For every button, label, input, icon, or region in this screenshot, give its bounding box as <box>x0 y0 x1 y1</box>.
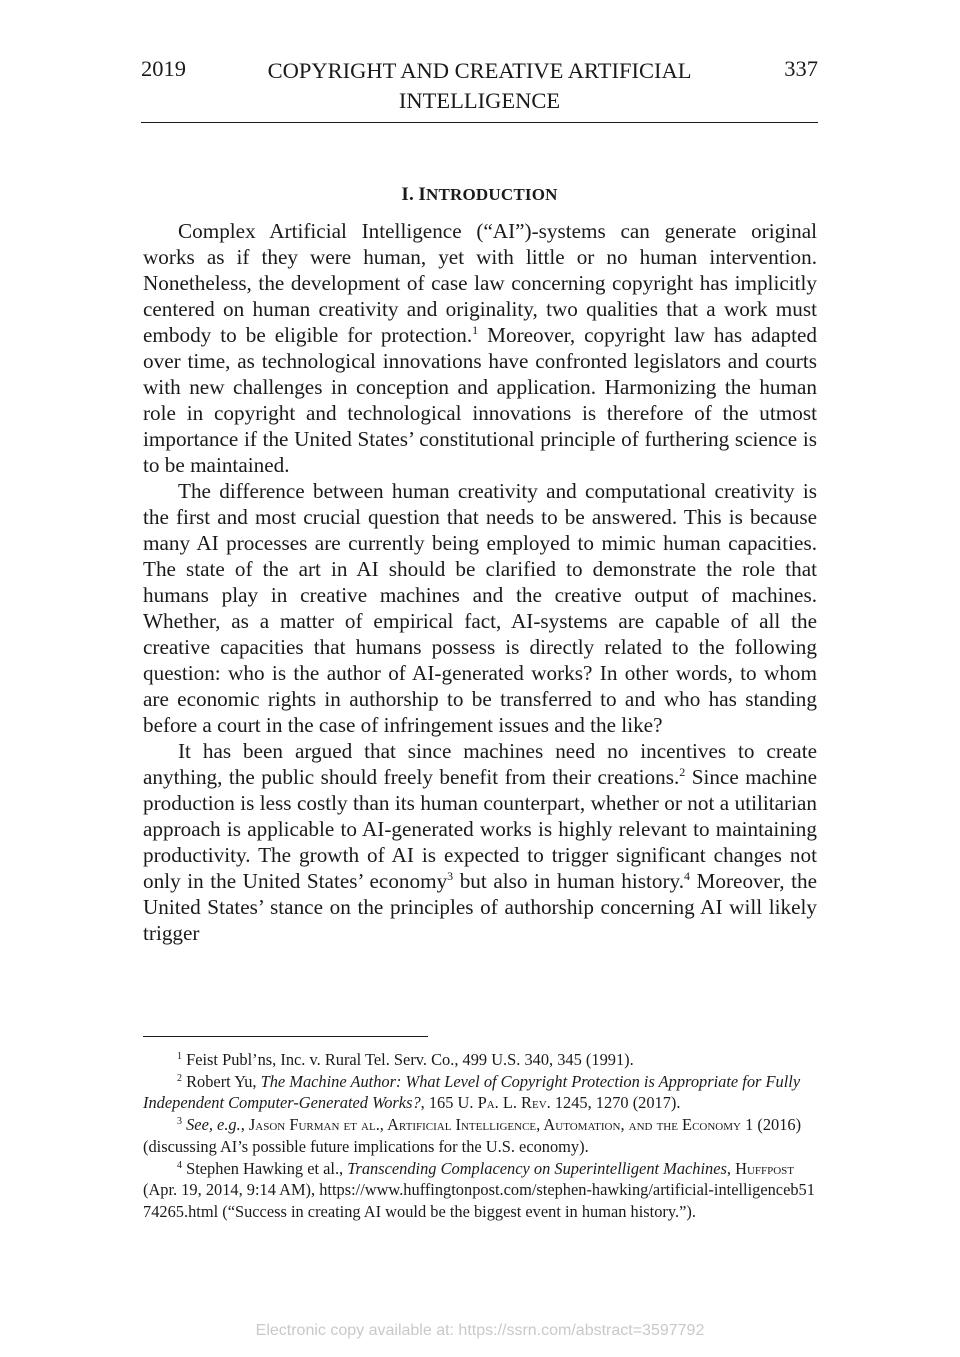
paragraph-text: Moreover, the United States’ stance on the principles of authorship concerning AI will likely trigger <box>143 869 817 945</box>
footnote-text: Robert Yu, <box>186 1071 261 1091</box>
footnote-mark: 3 <box>177 1116 182 1128</box>
ssrn-watermark: Electronic copy available at: https://ssrn.com/abstract=3597792 <box>255 1322 705 1339</box>
paragraph-2 <box>143 478 817 738</box>
footnote-text: (Apr. 19, 2014, 9:14 AM), <box>143 1180 316 1200</box>
footnote-text: Feist Publ’ns, Inc. v. Rural Tel. Serv. Co., 499 U.S. 340, 345 (1991). <box>186 1050 634 1069</box>
body-text <box>143 218 817 946</box>
running-head <box>141 56 818 116</box>
header-rule <box>141 122 818 123</box>
footnote-journal: Pa. L. Rev. <box>477 1093 551 1113</box>
paragraph-text: but also in human history. <box>453 869 685 893</box>
footnote-text: , <box>240 1115 249 1135</box>
footnote-ref-2[interactable]: 2 <box>679 765 686 779</box>
section-heading <box>141 184 818 206</box>
footnote-ref-1[interactable]: 1 <box>472 323 479 337</box>
footnote-2 <box>143 1071 817 1114</box>
footnote-text: 1245, 1270 (2017). <box>550 1093 681 1113</box>
footnote-publication: Huffpost <box>735 1158 795 1178</box>
paragraph-text: Moreover, copyright law has adapted over time, as technological innovations have confronted legislators and courts with new challenges in conception and application. Harmonizing the human role in copyright and technological innovations is therefore of the utmost importance if the United States’ constitutional principle of furthering science is to be maintained. <box>143 323 817 477</box>
footnote-ref-3[interactable]: 3 <box>447 869 454 883</box>
page-number: 337 <box>784 56 818 81</box>
footnote-text: 1 (2016) (discussing AI’s possible future implications for the U.S. economy). <box>143 1115 802 1156</box>
paragraph-text: It has been argued that since machines need no incentives to create anything, the public should freely benefit from their creations. <box>143 739 817 789</box>
footnote-mark: 1 <box>177 1051 182 1062</box>
footnote-text: Stephen Hawking et al., <box>186 1158 348 1178</box>
footnote-book-title: Jason Furman et al., Artificial Intelligence, Automation, and the Economy <box>248 1115 741 1135</box>
footnote-ref-4[interactable]: 4 <box>684 869 691 883</box>
section-title-rest: NTRODUCTION <box>426 185 558 204</box>
paragraph-text: Complex Artificial Intelligence (“AI”)-systems can generate original works as if they were human, yet with little or no human intervention. Nonetheless, the development of case law concerning copyright has implicitly centered on human creativity and originality, two qualities that a work must embody to be eligible for protection. <box>143 219 817 347</box>
paragraph-3 <box>143 738 817 946</box>
footnotes <box>143 1049 817 1223</box>
footnote-4 <box>143 1158 817 1223</box>
section-first-letter: I <box>418 184 426 205</box>
footnote-1 <box>143 1049 817 1071</box>
paragraph-text: The difference between human creativity and computational creativity is the first and most crucial question that needs to be answered. This is because many AI processes are currently being employed to mimic human capacities. The state of the art in AI should be clarified to demonstrate the role that humans play in creative machines and the creative output of machines. Whether, as a matter of empirical fact, AI-systems are capable of all the creative capacities that humans possess is directly related to the following question: who is the author of AI-generated works? In other words, to whom are economic rights in authorship to be transferred to and who has standing before a court in the case of infringement issues and the like? <box>143 479 817 737</box>
footnote-3 <box>143 1114 817 1157</box>
footnote-mark: 2 <box>177 1072 182 1084</box>
footnote-url[interactable]: https://www.huffingtonpost.com/stephen-hawking/artificial-intelligenceb5174265.html <box>143 1180 815 1221</box>
footnote-signal: See, e.g. <box>186 1115 241 1135</box>
footnote-text: , <box>726 1158 736 1178</box>
footnote-text: (“Success in creating AI would be the biggest event in human history.”). <box>218 1201 696 1221</box>
footnote-article-title: The Machine Author: What Level of Copyright Protection is Appropriate for Fully Independent Computer-Generated Works? <box>143 1071 801 1113</box>
paragraph-1 <box>143 218 817 478</box>
paragraph-text: Since machine production is less costly than its human counterpart, whether or not a utilitarian approach is applicable to AI-generated works is highly relevant to maintaining productivity. The growth of AI is expected to trigger significant changes not only in the United States’ economy <box>143 765 817 893</box>
header-year: 2019 <box>141 56 186 81</box>
footnote-mark: 4 <box>177 1159 182 1171</box>
footnote-text: , 165 U. <box>420 1093 478 1113</box>
footnote-rule <box>143 1036 428 1037</box>
section-numeral: I. <box>401 184 414 205</box>
footnote-article-title: Transcending Complacency on Superintelligent Machines <box>347 1158 727 1178</box>
header-title: COPYRIGHT AND CREATIVE ARTIFICIAL INTELLIGENCE <box>267 58 692 113</box>
